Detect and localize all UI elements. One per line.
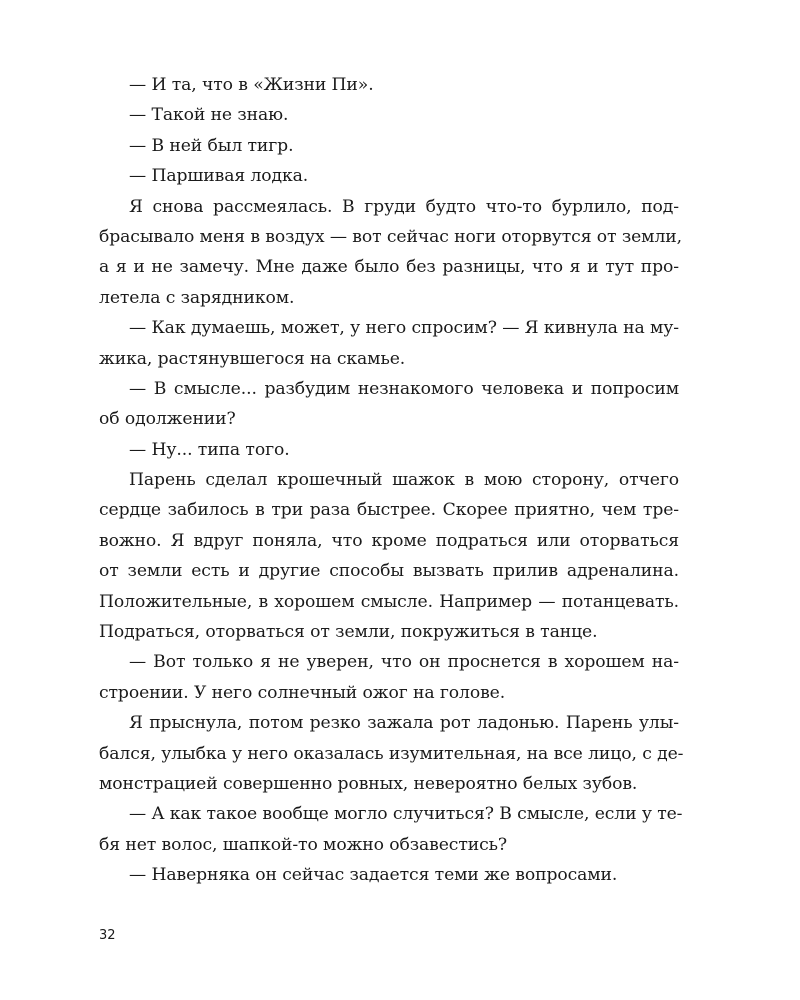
text-line: — Паршивая лодка.: [129, 166, 309, 187]
text-line: — Вот только я не уверен, что он проснется в хорошем на-: [129, 652, 679, 673]
text-line: Парень сделал крошечный шажок в мою сторону, отчего: [129, 470, 679, 491]
text-line: от земли есть и другие способы вызвать прилив адреналина.: [99, 561, 679, 582]
text-line: а я и не замечу. Мне даже было без разницы, что я и тут про-: [99, 257, 679, 278]
text-line: сердце забилось в три раза быстрее. Скорее приятно, чем тре-: [99, 500, 679, 521]
text-line: — И та, что в «Жизни Пи».: [129, 75, 374, 95]
page-number: 32: [99, 928, 116, 943]
text-line: Я снова рассмеялась. В груди будто что-то бурлило, под-: [129, 196, 679, 217]
body-text: [99, 70, 684, 891]
text-line: брасывало меня в воздух — вот сейчас ноги оторвутся от земли,: [99, 226, 682, 247]
text-line: жика, растянувшегося на скамье.: [99, 348, 406, 369]
text-line: — А как такое вообще могло случиться? В смысле, если у те-: [129, 804, 683, 825]
text-line: бался, улыбка у него оказалась изумительная, на все лицо, с де-: [99, 743, 684, 764]
text-line: — Как думаешь, может, у него спросим? — Я кивнула на му-: [129, 318, 679, 339]
text-line: — Ну... типа того.: [129, 439, 290, 460]
text-line: — Такой не знаю.: [129, 105, 289, 126]
text-line: строении. У него солнечный ожог на голове.: [99, 682, 506, 703]
text-line: монстрацией совершенно ровных, невероятно белых зубов.: [99, 773, 638, 794]
text-line: об одолжении?: [99, 409, 236, 430]
text-line: бя нет волос, шапкой-то можно обзавестись?: [99, 834, 507, 855]
text-line: Подраться, оторваться от земли, покружиться в танце.: [99, 622, 598, 643]
text-line: — В ней был тигр.: [129, 135, 294, 156]
text-line: — Наверняка он сейчас задается теми же вопросами.: [129, 865, 618, 886]
text-line: летела с зарядником.: [99, 287, 295, 308]
text-line: Я прыснула, потом резко зажала рот ладонью. Парень улы-: [129, 713, 679, 734]
text-line: вожно. Я вдруг поняла, что кроме подраться или оторваться: [99, 530, 679, 551]
text-line: — В смысле... разбудим незнакомого человека и попросим: [129, 378, 679, 399]
text-line: Положительные, в хорошем смысле. Например — потанцевать.: [99, 591, 679, 612]
